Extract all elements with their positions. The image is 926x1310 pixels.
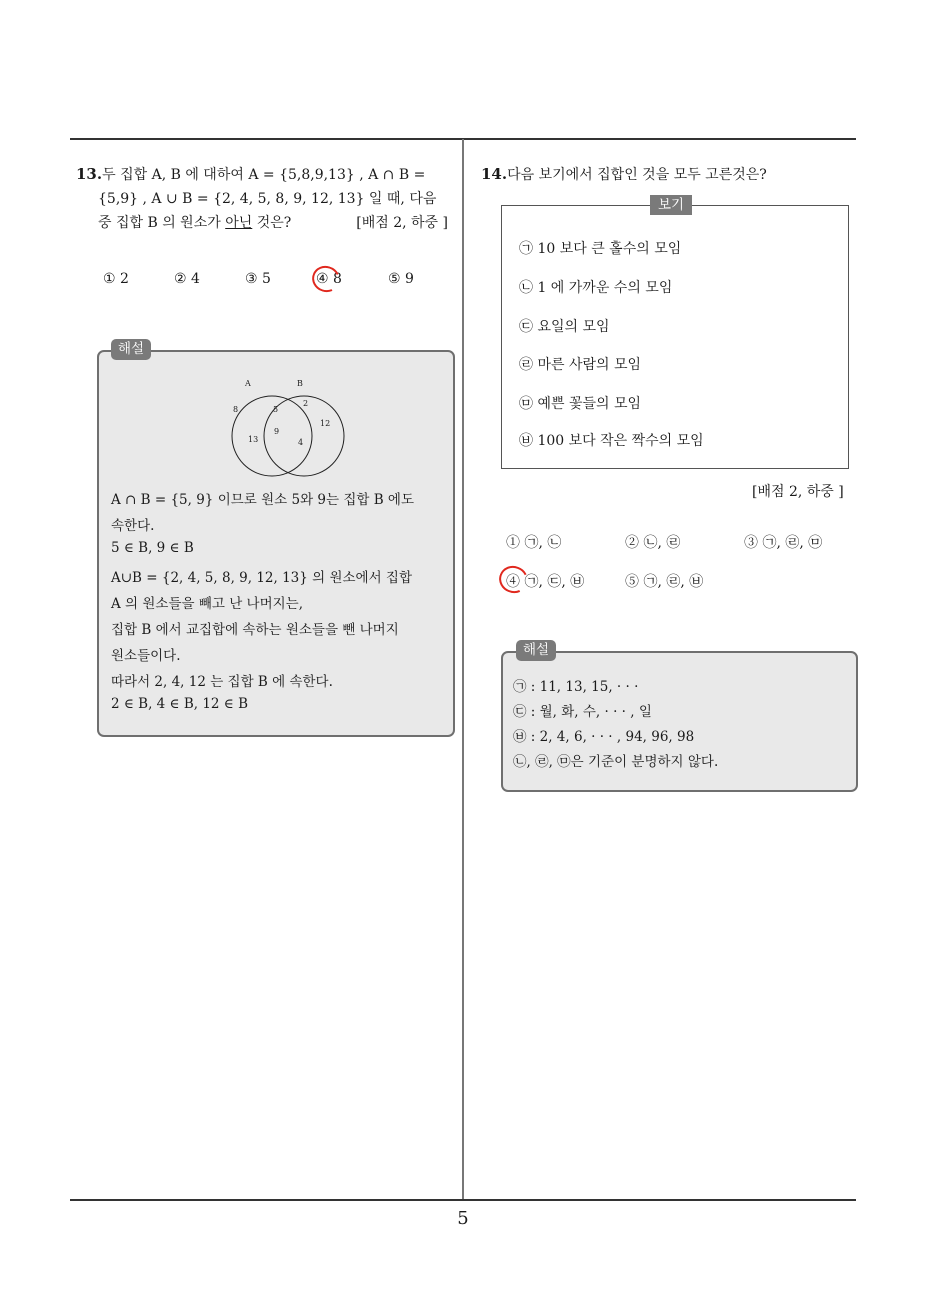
q14-stem (481, 162, 851, 187)
q14-choice-4[interactable]: ④ ㉠, ㉢, ㉥ (506, 574, 585, 590)
venn-label-b: B (297, 379, 303, 388)
q13-score: [배점 2, 하중 ] (356, 215, 448, 231)
venn-only-a-1: 8 (233, 405, 239, 414)
venn-label-a: A (245, 379, 251, 388)
q14-answer-mark (495, 562, 531, 597)
bogi-item-1: ㉠ 10 보다 큰 홀수의 모임 (519, 241, 682, 257)
q13-line3-a: 중 집합 B 의 원소가 (98, 215, 226, 231)
q13-line3-underlined: 아닌 (225, 215, 253, 231)
bogi-item-6: ㉥ 100 보다 작은 짝수의 모임 (519, 433, 704, 449)
q13-answer-mark (308, 262, 343, 296)
q13-choice-2[interactable]: ② 4 (174, 271, 200, 287)
q13-stem (76, 162, 456, 235)
column-divider (462, 139, 464, 1200)
sol13-line-8: 따라서 2, 4, 12 는 집합 B 에 속한다. (111, 674, 333, 690)
bottom-rule (70, 1199, 856, 1201)
q14-number: 14. (481, 165, 508, 183)
sol14-line-1: ㉠ : 11, 13, 15, · · · (513, 679, 639, 695)
bogi-tag: 보기 (650, 195, 692, 215)
q13-solution-box (97, 350, 455, 737)
q13-line3-b: 것은? (252, 215, 292, 231)
q13-line2: {5,9} , A ∪ B = {2, 4, 5, 8, 9, 12, 13} 일 때, 다음 (98, 191, 437, 207)
venn-only-b-2: 12 (320, 419, 331, 428)
q14-text: 다음 보기에서 집합인 것을 모두 고른것은? (507, 167, 767, 183)
sol13-line-3: 5 ∈ B, 9 ∈ B (111, 540, 194, 556)
q14-choice-3[interactable]: ③ ㉠, ㉣, ㉤ (744, 535, 823, 551)
q14-choice-5[interactable]: ⑤ ㉠, ㉣, ㉥ (625, 574, 704, 590)
q13-choice-1[interactable]: ① 2 (103, 271, 129, 287)
bogi-box (501, 205, 849, 469)
q14-solution-box (501, 651, 858, 792)
venn-only-a-2: 13 (248, 435, 259, 444)
venn-both-2: 9 (274, 427, 280, 436)
venn-only-b-1: 2 (303, 399, 309, 408)
q13-solution-tag: 해설 (111, 339, 151, 360)
bogi-item-5: ㉤ 예쁜 꽃들의 모임 (519, 396, 642, 412)
venn-both-1: 5 (273, 405, 279, 414)
venn-diagram (99, 370, 453, 490)
sol14-line-2: ㉢ : 월, 화, 수, · · · , 일 (513, 704, 652, 720)
bogi-item-3: ㉢ 요일의 모임 (519, 319, 610, 335)
sol13-line-6: 집합 B 에서 교집합에 속하는 원소들을 뺀 나머지 (111, 622, 399, 638)
q13-line1 (76, 162, 456, 187)
page-number: 5 (457, 1208, 469, 1229)
q13-choice-5[interactable]: ⑤ 9 (388, 271, 414, 287)
sol13-line-5: A 의 원소들을 빼고 난 나머지는, (111, 596, 303, 612)
q13-number: 13. (76, 165, 103, 183)
sol13-line-2: 속한다. (111, 518, 155, 534)
venn-circle-a (232, 396, 312, 476)
q14-score: [배점 2, 하중 ] (752, 484, 844, 500)
q14-solution-tag: 해설 (516, 640, 556, 661)
sol13-line-1: A ∩ B = {5, 9} 이므로 원소 5와 9는 집합 B 에도 (111, 492, 414, 508)
sol14-line-3: ㉥ : 2, 4, 6, · · · , 94, 96, 98 (513, 729, 695, 745)
bogi-item-4: ㉣ 마른 사람의 모임 (519, 357, 642, 373)
q13-choice-3[interactable]: ③ 5 (245, 271, 271, 287)
sol14-line-4: ㉡, ㉣, ㉤은 기준이 분명하지 않다. (513, 754, 719, 770)
q14-choice-2[interactable]: ② ㉡, ㉣ (625, 535, 681, 551)
bogi-item-2: ㉡ 1 에 가까운 수의 모임 (519, 280, 673, 296)
sol13-line-4: A∪B = {2, 4, 5, 8, 9, 12, 13} 의 원소에서 집합 (111, 570, 413, 586)
venn-only-b-3: 4 (298, 438, 304, 447)
sol13-line-9: 2 ∈ B, 4 ∈ B, 12 ∈ B (111, 696, 249, 712)
sol13-line-7: 원소들이다. (111, 648, 181, 664)
q13-line3 (76, 211, 456, 235)
q13-choice-4[interactable]: ④ 8 (316, 271, 342, 287)
q14-choice-1[interactable]: ① ㉠, ㉡ (506, 535, 562, 551)
q13-line1-text: 두 집합 A, B 에 대하여 A = {5,8,9,13} , A ∩ B = (102, 167, 426, 183)
